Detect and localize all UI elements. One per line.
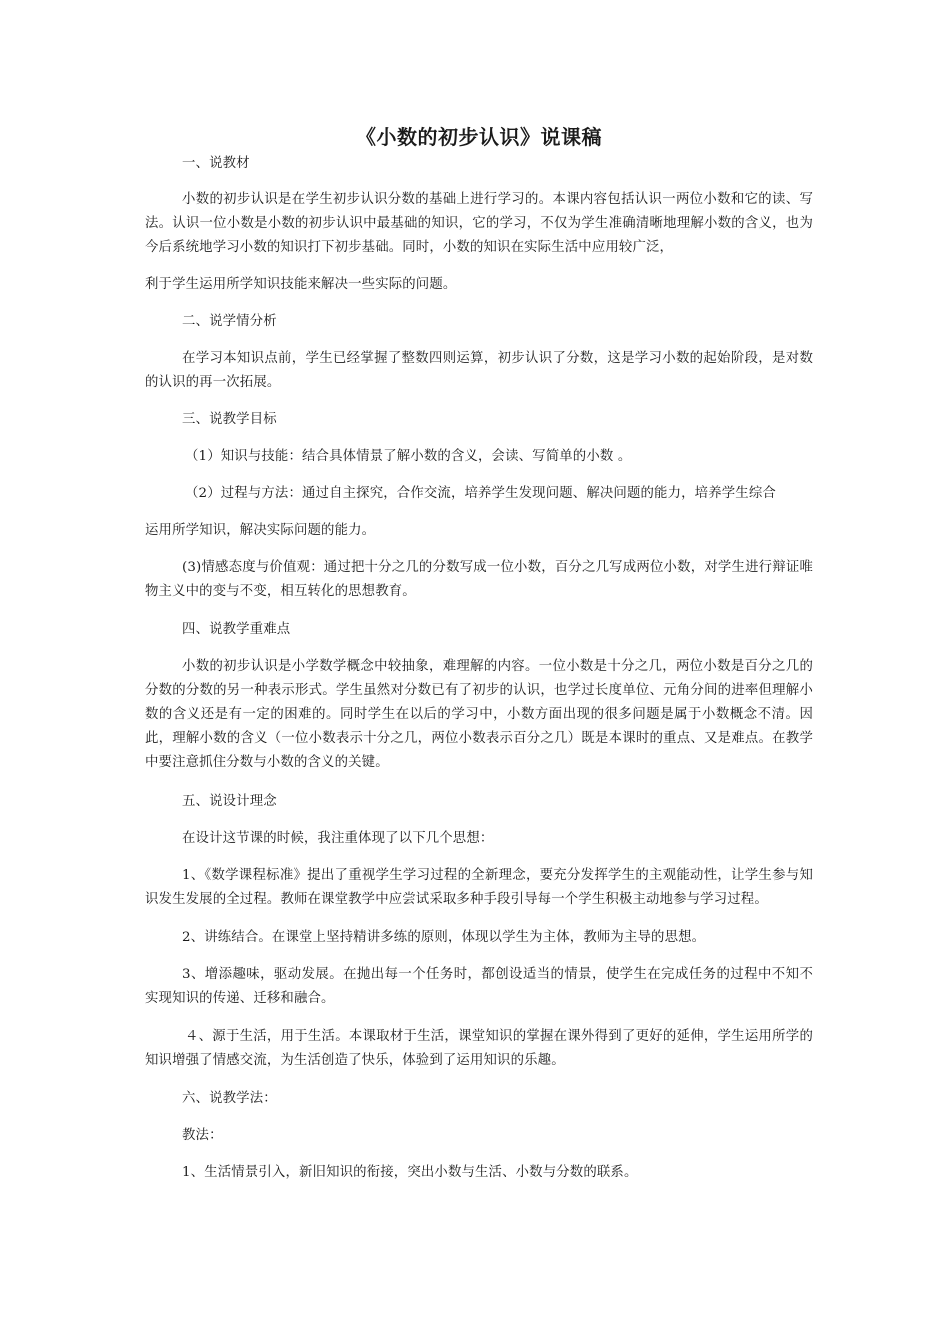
paragraph: 在设计这节课的时候，我注重体现了以下几个思想： <box>182 831 494 846</box>
list-item: 2、讲练结合。在课堂上坚持精讲多练的原则，体现以学生为主体，教师为主导的思想。 <box>182 930 706 945</box>
paragraph: （2）过程与方法：通过自主探究，合作交流，培养学生发现问题、解决问题的能力，培养学生综合 <box>185 486 776 501</box>
paragraph: 小数的初步认识是在学生初步认识分数的基础上进行学习的。本课内容包括认识一两位小数和它的读、写法。认识一位小数是小数的初步认识中最基础的知识，它的学习，不仅为学生准确清晰地理解小数的含义，也为今后系统地学习小数的知识打下初步基础。同时，小数的知识在实际生活中应用较广泛， <box>145 192 813 255</box>
paragraph: (3)情感态度与价值观：通过把十分之几的分数写成一位小数，百分之几写成两位小数，对学生进行辩证唯物主义中的变与不变，相互转化的思想教育。 <box>145 560 813 599</box>
list-item: 3、增添趣味，驱动发展。在抛出每一个任务时，都创设适当的情景，使学生在完成任务的过程中不知不实现知识的传递、迁移和融合。 <box>145 967 813 1006</box>
section-heading-6: 六、说教学法： <box>182 1091 277 1106</box>
section-heading-4: 四、说教学重难点 <box>182 622 291 637</box>
paragraph: 小数的初步认识是小学数学概念中较抽象，难理解的内容。一位小数是十分之几，两位小数是百分之几的分数的分数的另一种表示形式。学生虽然对分数已有了初步的认识，也学过长度单位、元角分间的进率但理解小数的含义还是有一定的困难的。同时学生在以后的学习中，小数方面出现的很多问题是属于小数概念不清。因此，理解小数的含义（一位小数表示十分之几，两位小数表示百分之几）既是本课时的重点、又是难点。在教学中要注意抓住分数与小数的含义的关键。 <box>145 659 813 770</box>
list-item: 1、《数学课程标准》提出了重视学生学习过程的全新理念，要充分发挥学生的主观能动性，让学生参与知识发生发展的全过程。教师在课堂教学中应尝试采取多种手段引导每一个学生积极主动地参与学习过程。 <box>145 868 813 907</box>
paragraph: （1）知识与技能：结合具体情景了解小数的含义，会读、写简单的小数 。 <box>185 449 632 464</box>
section-heading-5: 五、说设计理念 <box>182 794 277 809</box>
section-heading-2: 二、说学情分析 <box>182 314 277 329</box>
list-item: 1、生活情景引入，新旧知识的衔接，突出小数与生活、小数与分数的联系。 <box>182 1165 638 1180</box>
paragraph: 教法： <box>182 1128 223 1143</box>
section-heading-3: 三、说教学目标 <box>182 412 277 427</box>
paragraph: 在学习本知识点前，学生已经掌握了整数四则运算，初步认识了分数，这是学习小数的起始阶段，是对数的认识的再一次拓展。 <box>145 351 813 390</box>
paragraph: 运用所学知识，解决实际问题的能力。 <box>145 523 376 538</box>
section-heading-1: 一、说教材 <box>182 156 250 171</box>
document-title: 《小数的初步认识》说课稿 <box>356 125 602 149</box>
list-item: ４、源于生活，用于生活。本课取材于生活，课堂知识的掌握在课外得到了更好的延伸，学生运用所学的知识增强了情感交流，为生活创造了快乐，体验到了运用知识的乐趣。 <box>145 1029 813 1068</box>
paragraph: 利于学生运用所学知识技能来解决一些实际的问题。 <box>145 277 457 292</box>
